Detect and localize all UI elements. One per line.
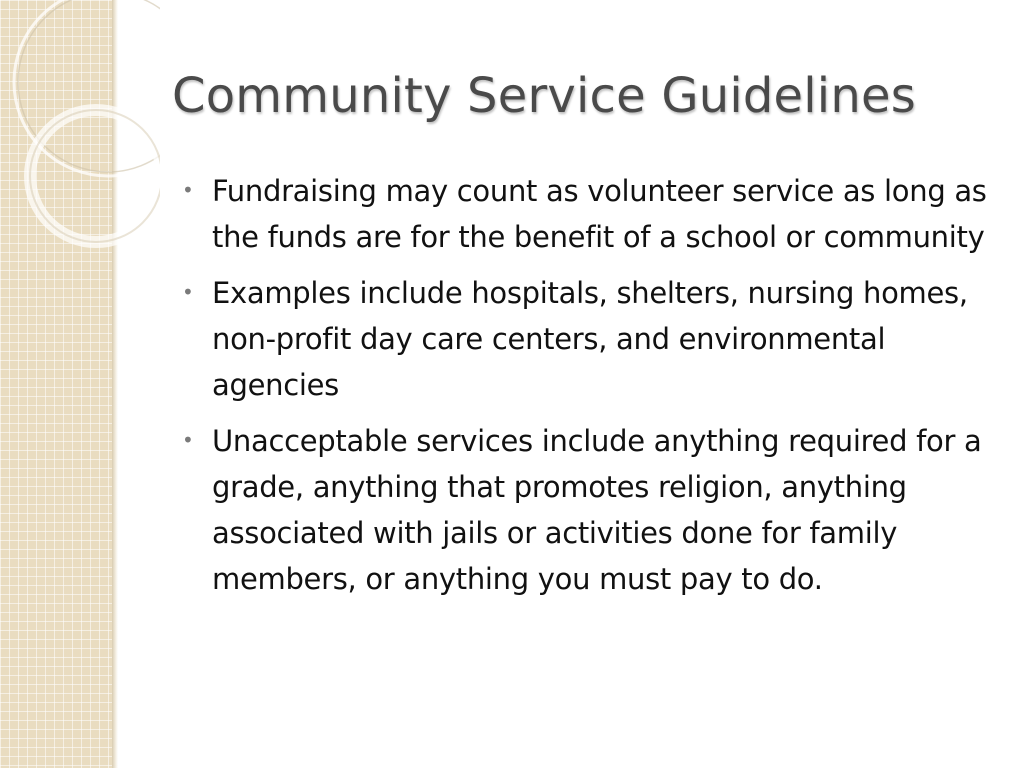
bullet-marker: •: [182, 178, 194, 202]
decorative-rings-icon: [0, 0, 160, 260]
list-item: [176, 168, 996, 260]
bullet-list: [176, 168, 996, 612]
list-item: [176, 418, 996, 602]
bullet-text: Examples include hospitals, shelters, nursing homes, non-profit day care centers, and environmental agencies: [212, 276, 968, 402]
list-item: [176, 270, 996, 408]
bullet-text: Fundraising may count as volunteer service as long as the funds are for the benefit of a school or community: [212, 174, 987, 254]
bullet-text: Unacceptable services include anything required for a grade, anything that promotes religion, anything associated with jails or activities done for family members, or anything you must pay to do.: [212, 424, 982, 596]
slide-title: Community Service Guidelines: [172, 68, 916, 124]
bullet-marker: •: [182, 280, 194, 304]
bullet-marker: •: [182, 428, 194, 452]
